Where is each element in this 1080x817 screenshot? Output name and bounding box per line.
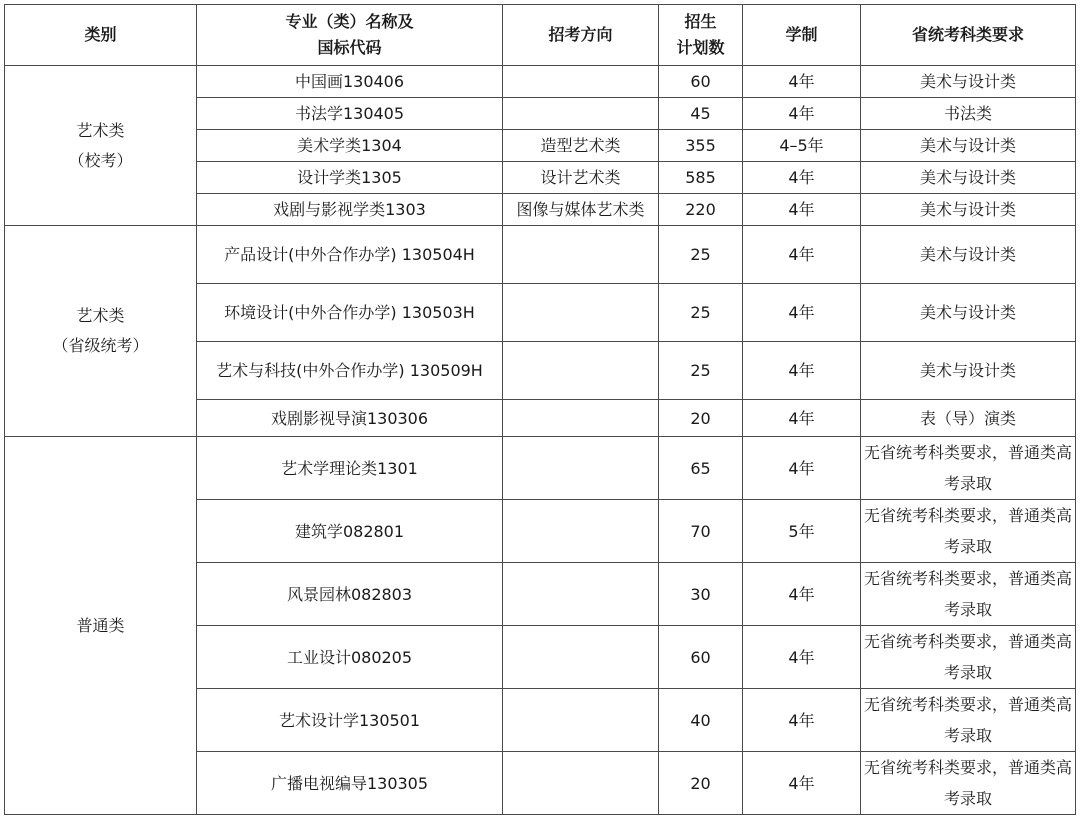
header-plan-line2: 计划数 (676, 38, 725, 57)
major-cell: 环境设计(中外合作办学) 130503H (197, 284, 503, 342)
requirement-cell: 无省统考科类要求，普通类高考录取 (861, 689, 1076, 752)
duration-cell: 4年 (743, 400, 861, 437)
duration-cell: 4年 (743, 284, 861, 342)
direction-cell (503, 284, 659, 342)
requirement-cell: 无省统考科类要求，普通类高考录取 (861, 500, 1076, 563)
major-cell: 风景园林082803 (197, 563, 503, 626)
header-duration: 学制 (743, 5, 861, 66)
duration-cell: 4年 (743, 226, 861, 284)
duration-cell: 4–5年 (743, 130, 861, 162)
header-plan-line1: 招生 (684, 12, 717, 31)
direction-cell (503, 689, 659, 752)
duration-cell: 5年 (743, 500, 861, 563)
major-cell: 书法学130405 (197, 98, 503, 130)
table-row (5, 437, 1076, 500)
direction-cell (503, 342, 659, 400)
requirement-cell: 美术与设计类 (861, 130, 1076, 162)
duration-cell: 4年 (743, 342, 861, 400)
plan-cell: 60 (659, 66, 743, 98)
direction-cell (503, 98, 659, 130)
direction-cell (503, 752, 659, 815)
major-cell: 工业设计080205 (197, 626, 503, 689)
header-category: 类别 (5, 5, 197, 66)
plan-cell: 70 (659, 500, 743, 563)
header-major-line2: 国标代码 (317, 38, 382, 57)
category-label: 艺术类 (76, 306, 125, 325)
header-major (197, 5, 503, 66)
requirement-cell: 无省统考科类要求，普通类高考录取 (861, 626, 1076, 689)
plan-cell: 40 (659, 689, 743, 752)
major-cell: 广播电视编导130305 (197, 752, 503, 815)
requirement-cell: 无省统考科类要求，普通类高考录取 (861, 437, 1076, 500)
duration-cell: 4年 (743, 98, 861, 130)
plan-cell: 585 (659, 162, 743, 194)
requirement-cell: 书法类 (861, 98, 1076, 130)
plan-cell: 220 (659, 194, 743, 226)
requirement-cell: 美术与设计类 (861, 342, 1076, 400)
header-requirement: 省统考科类要求 (861, 5, 1076, 66)
table-row (5, 226, 1076, 284)
duration-cell: 4年 (743, 194, 861, 226)
major-cell: 建筑学082801 (197, 500, 503, 563)
major-cell: 艺术设计学130501 (197, 689, 503, 752)
plan-cell: 65 (659, 437, 743, 500)
requirement-cell: 美术与设计类 (861, 226, 1076, 284)
requirement-cell: 美术与设计类 (861, 284, 1076, 342)
plan-cell: 30 (659, 563, 743, 626)
direction-cell: 设计艺术类 (503, 162, 659, 194)
category-sublabel: （校考） (68, 150, 133, 170)
duration-cell: 4年 (743, 66, 861, 98)
plan-cell: 45 (659, 98, 743, 130)
major-cell: 戏剧与影视学类1303 (197, 194, 503, 226)
major-cell: 美术学类1304 (197, 130, 503, 162)
direction-cell (503, 66, 659, 98)
category-cell (5, 66, 197, 226)
plan-cell: 60 (659, 626, 743, 689)
header-row (5, 5, 1076, 66)
direction-cell (503, 626, 659, 689)
requirement-cell: 表（导）演类 (861, 400, 1076, 437)
plan-cell: 20 (659, 400, 743, 437)
direction-cell: 造型艺术类 (503, 130, 659, 162)
direction-cell: 图像与媒体艺术类 (503, 194, 659, 226)
duration-cell: 4年 (743, 162, 861, 194)
plan-cell: 25 (659, 226, 743, 284)
category-cell (5, 226, 197, 437)
category-cell: 普通类 (5, 437, 197, 815)
direction-cell (503, 437, 659, 500)
plan-cell: 355 (659, 130, 743, 162)
major-cell: 中国画130406 (197, 66, 503, 98)
table-row (5, 66, 1076, 98)
duration-cell: 4年 (743, 689, 861, 752)
duration-cell: 4年 (743, 563, 861, 626)
header-plan (659, 5, 743, 66)
major-cell: 艺术学理论类1301 (197, 437, 503, 500)
requirement-cell: 美术与设计类 (861, 66, 1076, 98)
duration-cell: 4年 (743, 752, 861, 815)
requirement-cell: 美术与设计类 (861, 162, 1076, 194)
duration-cell: 4年 (743, 437, 861, 500)
plan-cell: 25 (659, 284, 743, 342)
requirement-cell: 无省统考科类要求，普通类高考录取 (861, 752, 1076, 815)
requirement-cell: 美术与设计类 (861, 194, 1076, 226)
plan-cell: 20 (659, 752, 743, 815)
admissions-plan-table (4, 4, 1076, 815)
direction-cell (503, 226, 659, 284)
major-cell: 产品设计(中外合作办学) 130504H (197, 226, 503, 284)
direction-cell (503, 500, 659, 563)
category-sublabel: （省级统考） (52, 336, 149, 355)
major-cell: 艺术与科技(中外合作办学) 130509H (197, 342, 503, 400)
category-label: 艺术类 (76, 120, 125, 140)
plan-cell: 25 (659, 342, 743, 400)
direction-cell (503, 563, 659, 626)
major-cell: 戏剧影视导演130306 (197, 400, 503, 437)
requirement-cell: 无省统考科类要求，普通类高考录取 (861, 563, 1076, 626)
direction-cell (503, 400, 659, 437)
header-major-line1: 专业（类）名称及 (285, 12, 414, 31)
duration-cell: 4年 (743, 626, 861, 689)
major-cell: 设计学类1305 (197, 162, 503, 194)
header-direction: 招考方向 (503, 5, 659, 66)
